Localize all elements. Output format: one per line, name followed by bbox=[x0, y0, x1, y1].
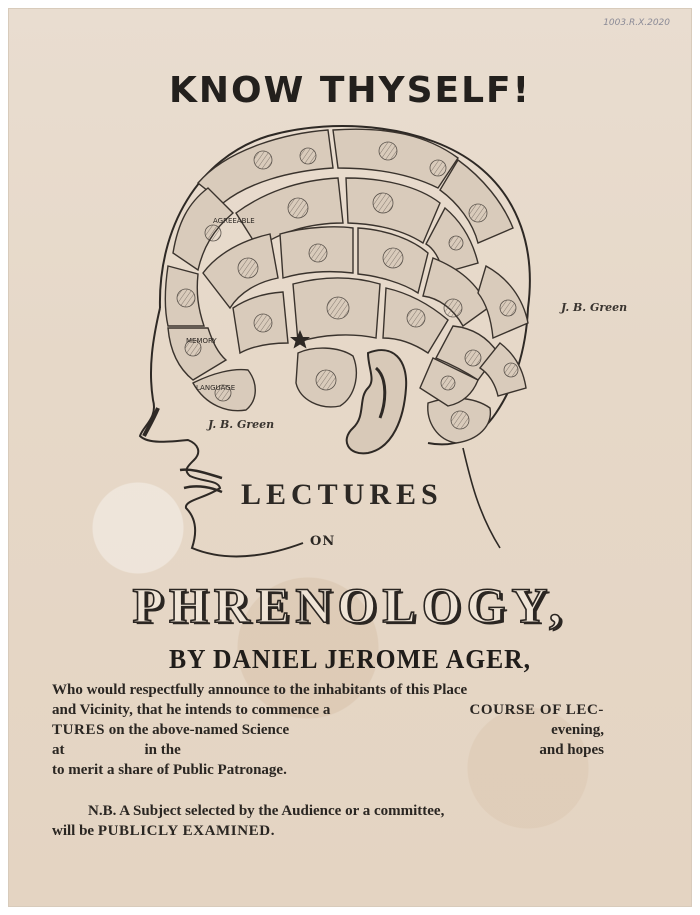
on-word: ON bbox=[310, 534, 336, 549]
lectures-heading: LECTURES bbox=[241, 478, 443, 511]
lecturer-byline: BY DANIEL JEROME AGER, bbox=[168, 644, 532, 674]
poster-title: KNOW THYSELF! bbox=[168, 70, 532, 111]
nb-line: will be PUBLICLY EXAMINED. bbox=[52, 823, 276, 839]
label-agreeable: AGREEABLE bbox=[213, 217, 255, 225]
engraver-signature-right: J. B. Green bbox=[561, 301, 628, 314]
nose-shade bbox=[144, 408, 158, 436]
label-language: LANGUAGE bbox=[196, 384, 236, 392]
engraver-signature-left: J. B. Green bbox=[208, 418, 275, 431]
announcement-line: and Vicinity, that he intends to commence a COURSE OF LEC- bbox=[52, 702, 604, 718]
phrenology-heading: PHRENOLOGY, bbox=[132, 577, 568, 633]
neck-line bbox=[463, 448, 500, 548]
poster-sheet bbox=[8, 8, 692, 907]
announcement-line: TURES on the above-named Science evening, bbox=[52, 722, 604, 738]
face-profile bbox=[140, 308, 303, 556]
announcement-line: at in the and hopes bbox=[52, 742, 604, 758]
announcement-line: Who would respectfully announce to the inhabitants of this Place bbox=[52, 682, 468, 698]
label-memory: MEMORY bbox=[186, 337, 217, 345]
announcement-paragraph bbox=[52, 680, 604, 780]
announcement-line: to merit a share of Public Patronage. bbox=[52, 762, 287, 778]
nb-line: N.B. A Subject selected by the Audience or a committee, bbox=[88, 803, 445, 819]
nb-note bbox=[52, 801, 604, 841]
catalog-mark: 1003.R.X.2020 bbox=[603, 18, 670, 28]
